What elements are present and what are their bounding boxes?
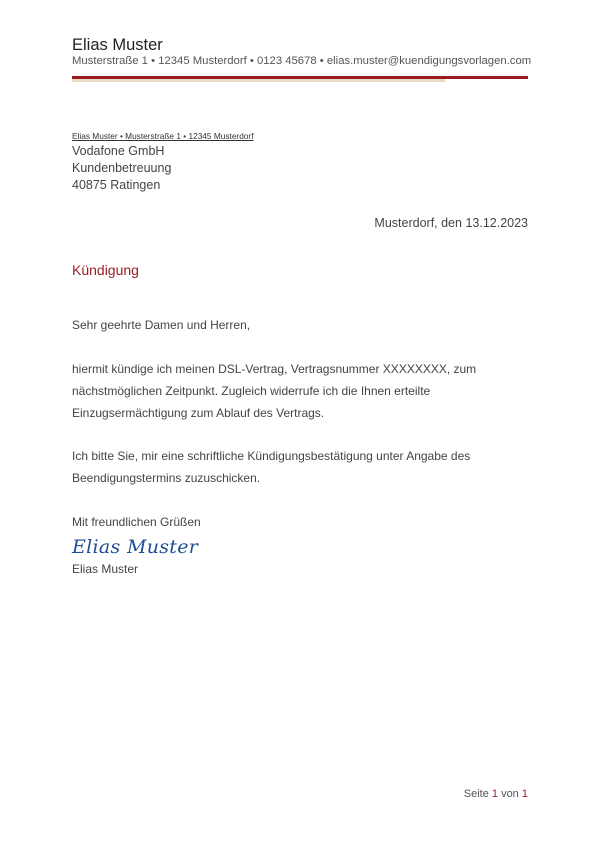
handwritten-signature: Elias Muster xyxy=(72,536,199,558)
recipient-department: Kundenbetreuung xyxy=(72,161,172,175)
closing: Mit freundlichen Grüßen xyxy=(72,515,201,529)
paragraph2-line1: Ich bitte Sie, mir eine schriftliche Kündigungsbestätigung unter Angabe des xyxy=(72,449,471,463)
paragraph1-line2: nächstmöglichen Zeitpunkt. Zugleich widerrufe ich die Ihnen erteilte xyxy=(72,384,431,398)
page-label: Seite xyxy=(463,788,489,800)
page-footer xyxy=(464,788,528,800)
of-label: von xyxy=(501,788,519,800)
sender-contact-line: Musterstraße 1 • 12345 Musterdorf • 0123 45678 • elias.muster@kuendigungsvorlagen.com xyxy=(72,55,532,67)
sender-name: Elias Muster xyxy=(72,36,163,54)
subject-heading: Kündigung xyxy=(72,262,139,278)
paragraph1-line3: Einzugsermächtigung zum Ablauf des Vertrags. xyxy=(72,406,325,420)
recipient-city: 40875 Ratingen xyxy=(72,178,161,192)
paragraph1-line1: hiermit kündige ich meinen DSL-Vertrag, Vertragsnummer XXXXXXXX, zum xyxy=(72,362,477,376)
recipient-company: Vodafone GmbH xyxy=(72,144,165,158)
return-address-line: Elias Muster • Musterstraße 1 • 12345 Musterdorf xyxy=(72,131,254,141)
page-current: 1 xyxy=(491,788,498,800)
salutation: Sehr geehrte Damen und Herren, xyxy=(72,318,251,332)
header-rule-beige xyxy=(72,79,445,82)
signer-name: Elias Muster xyxy=(72,562,139,576)
paragraph2-line2: Beendigungstermins zuzuschicken. xyxy=(72,471,261,485)
date-line: Musterdorf, den 13.12.2023 xyxy=(374,216,528,230)
page-total: 1 xyxy=(521,788,528,800)
